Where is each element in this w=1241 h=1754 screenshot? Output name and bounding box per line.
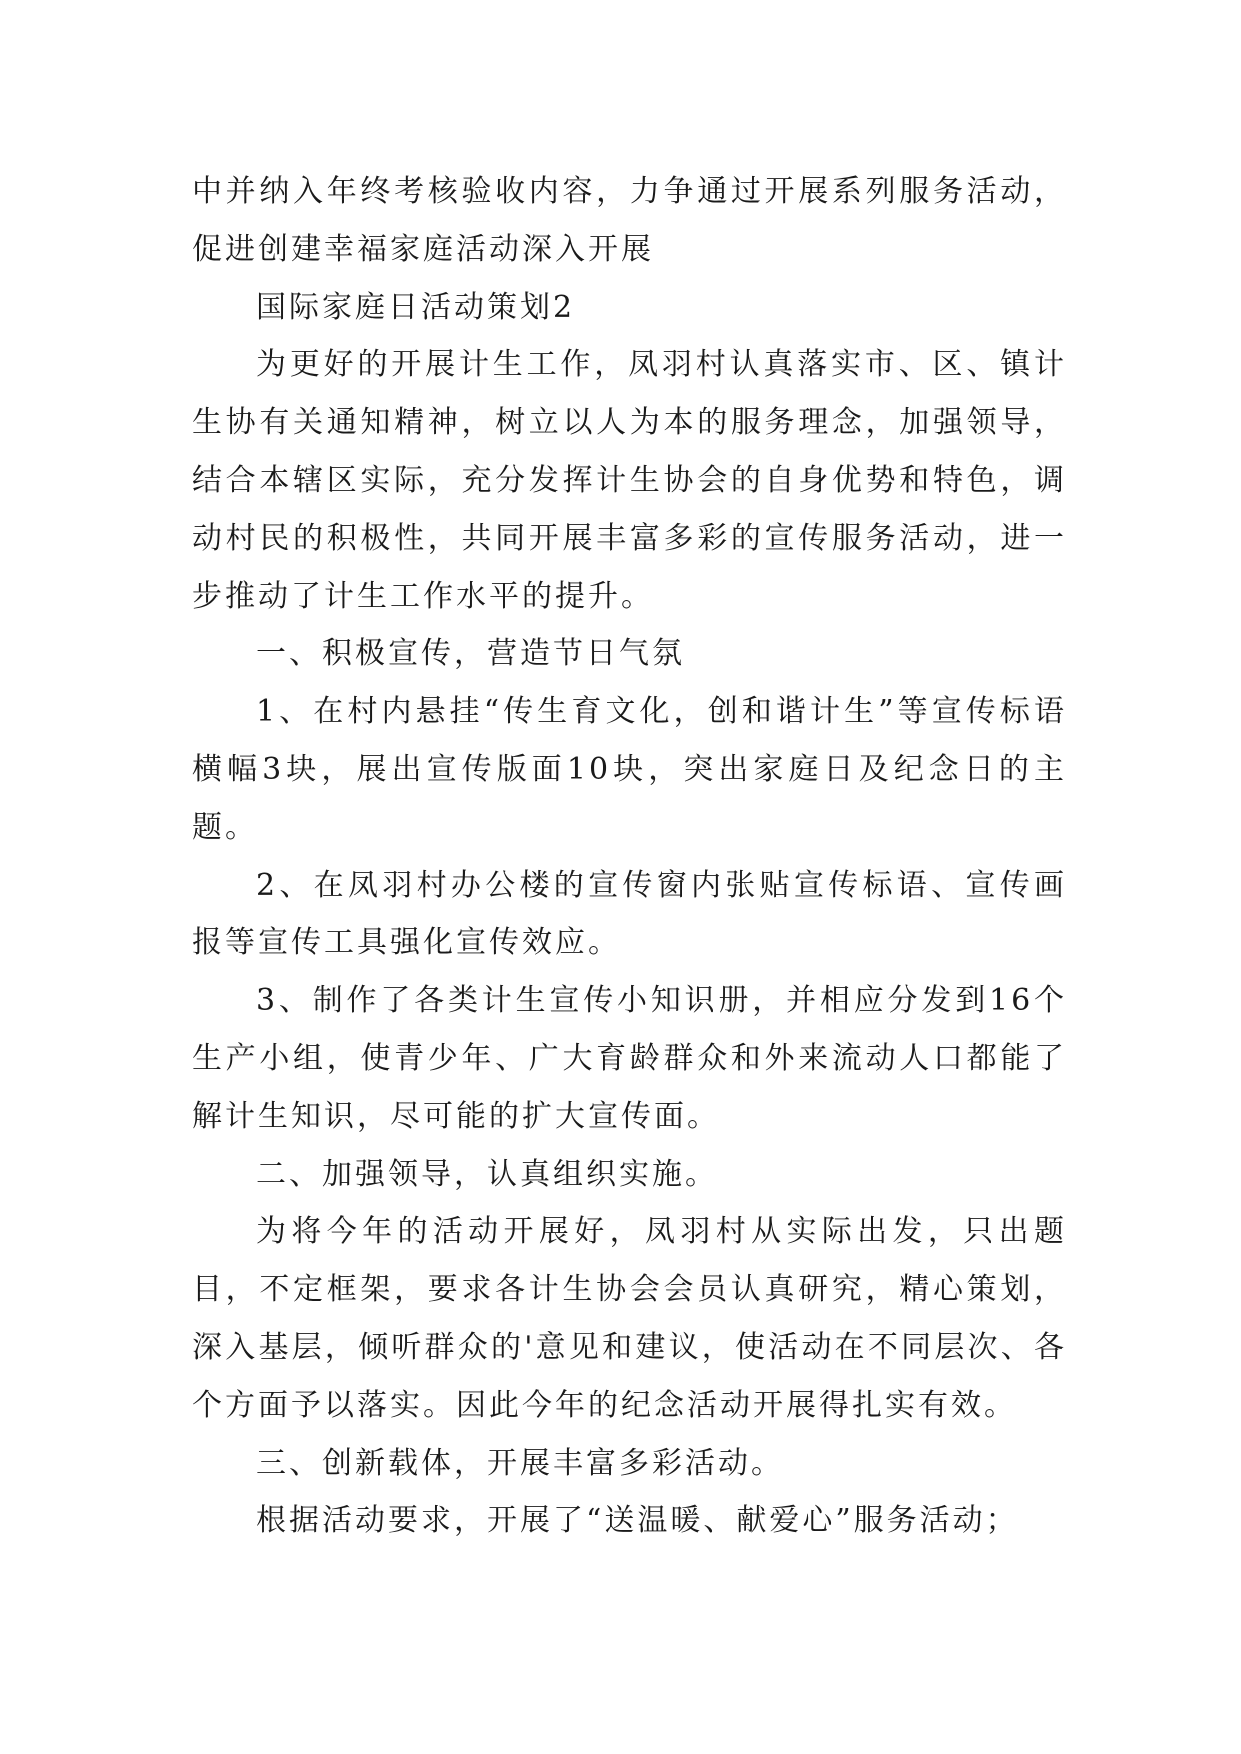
list-item-1: 1、在村内悬挂“传生育文化，创和谐计生”等宣传标语横幅3块，展出宣传版面10块，突出家庭日及纪念日的主题。 <box>192 694 1067 845</box>
paragraph-continuation: 中并纳入年终考核验收内容，力争通过开展系列服务活动，促进创建幸福家庭活动深入开展 <box>192 174 1067 267</box>
section-title: 国际家庭日活动策划2 <box>256 289 576 325</box>
document-body <box>192 163 1067 1550</box>
list-item-2: 2、在凤羽村办公楼的宣传窗内张贴宣传标语、宣传画报等宣传工具强化宣传效应。 <box>192 867 1067 961</box>
paragraph-implementation: 为将今年的活动开展好，凤羽村从实际出发，只出题目，不定框架，要求各计生协会会员认真研究，精心策划，深入基层，倾听群众的'意见和建议，使活动在不同层次、各个方面予以落实。因此今年的纪念活动开展得扎实有效。 <box>192 1214 1067 1423</box>
paragraph-activities: 根据活动要求，开展了“送温暖、献爱心”服务活动； <box>256 1503 1019 1539</box>
list-item-3: 3、制作了各类计生宣传小知识册，并相应分发到16个生产小组，使青少年、广大育龄群众和外来流动人口都能了解计生知识，尽可能的扩大宣传面。 <box>192 983 1067 1134</box>
heading-two: 二、加强领导，认真组织实施。 <box>256 1156 718 1192</box>
heading-one: 一、积极宣传，营造节日气氛 <box>256 636 685 672</box>
heading-three: 三、创新载体，开展丰富多彩活动。 <box>256 1445 784 1481</box>
paragraph-intro: 为更好的开展计生工作，凤羽村认真落实市、区、镇计生协有关通知精神，树立以人为本的服务理念，加强领导，结合本辖区实际，充分发挥计生协会的自身优势和特色，调动村民的积极性，共同开展丰富多彩的宣传服务活动，进一步推动了计生工作水平的提升。 <box>192 347 1067 614</box>
